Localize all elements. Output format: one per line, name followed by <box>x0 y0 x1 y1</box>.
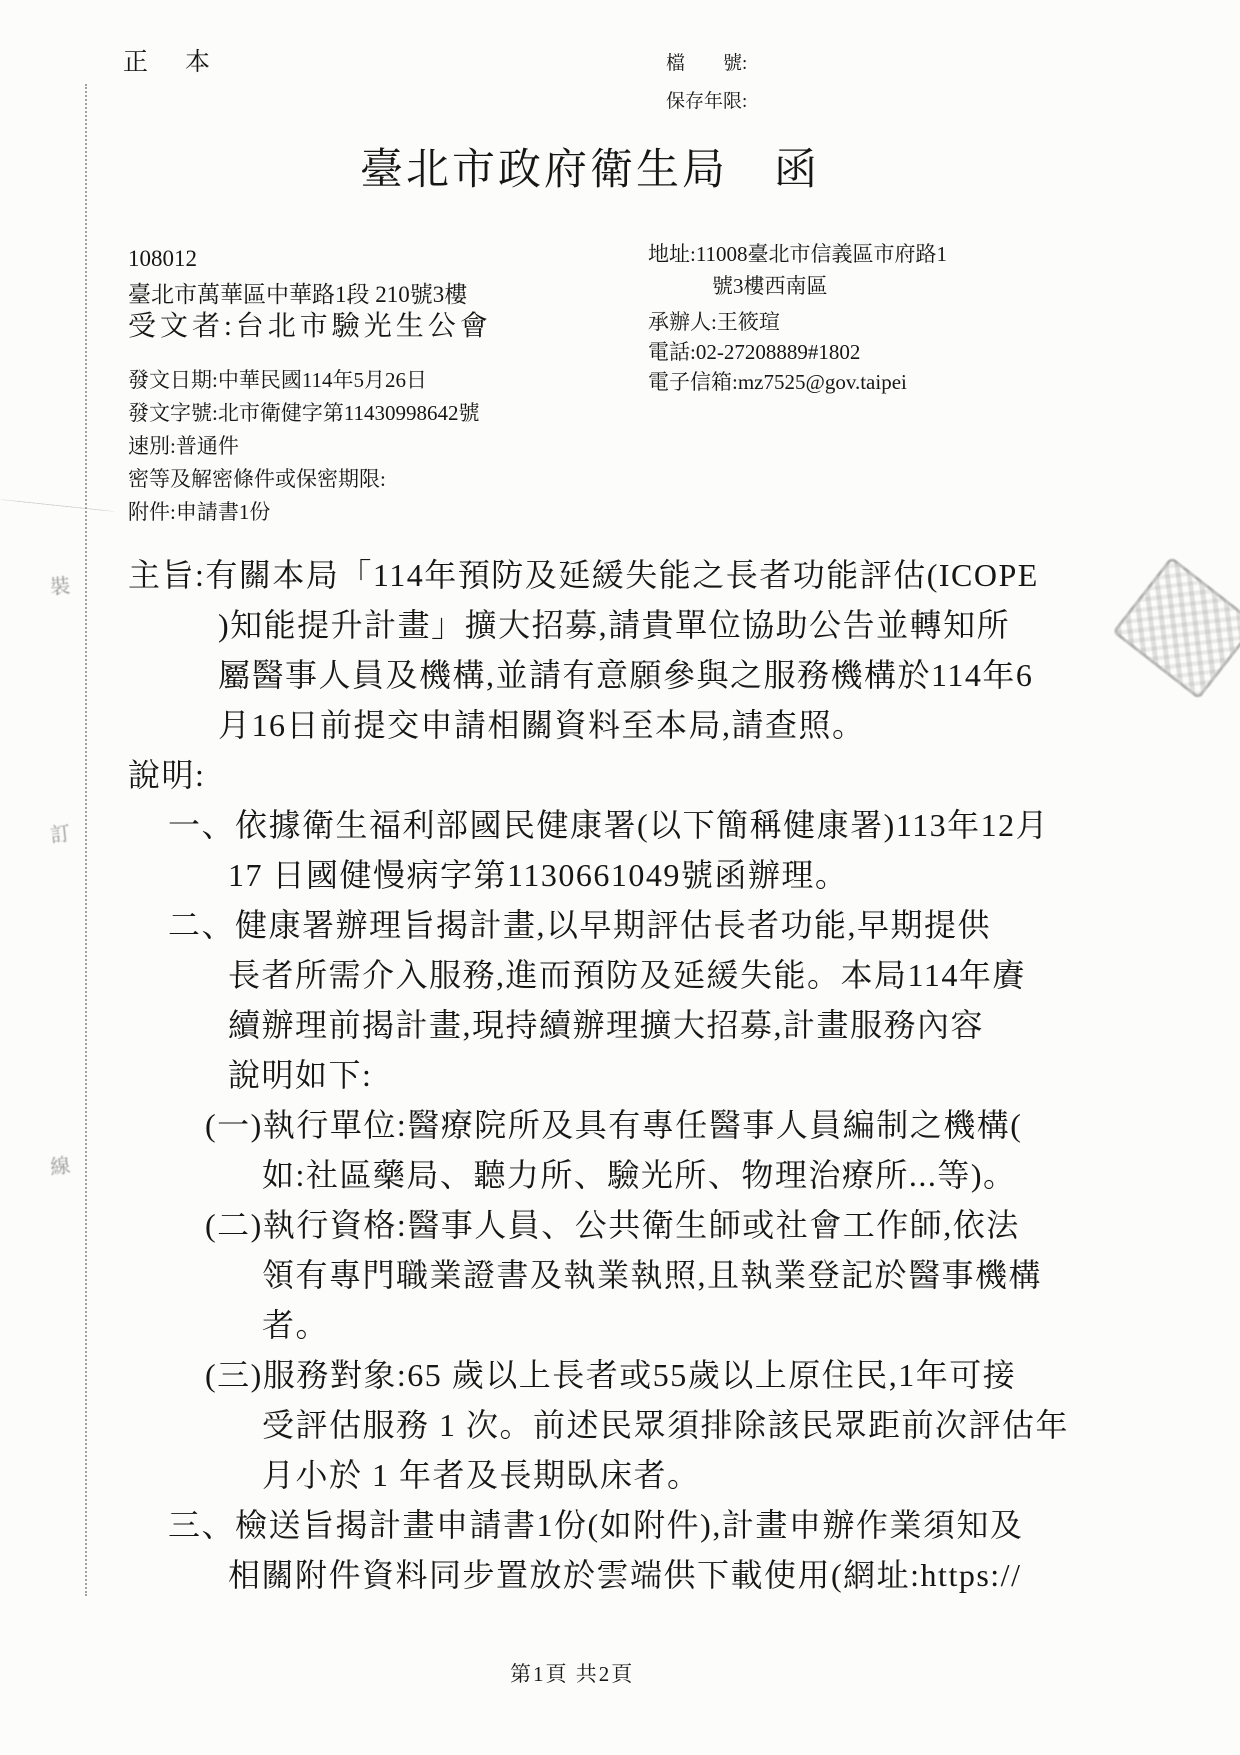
item3-line: 相關附件資料同步置放於雲端供下載使用(網址:https:// <box>228 1557 1022 1593</box>
subject-line: 屬醫事人員及機構,並請有意願參與之服務機構於114年6 <box>218 657 1034 693</box>
subject-line: 主旨:有關本局「114年預防及延緩失能之長者功能評估(ICOPE <box>128 557 1039 593</box>
item2-line: 續辦理前揭計畫,現持續辦理擴大招募,計畫服務內容 <box>228 1007 985 1043</box>
subitem3-line: 受評估服務 1 次。前述民眾須排除該民眾距前次評估年 <box>262 1407 1070 1443</box>
item1-line: 一、依據衛生福利部國民健康署(以下簡稱健康署)113年12月 <box>168 807 1050 843</box>
binding-mark-xian: 線 <box>49 1155 72 1179</box>
subitem1-line: 如:社區藥局、聽力所、驗光所、物理治療所...等)。 <box>262 1157 1017 1193</box>
subitem2-line: 領有專門職業證書及執業執照,且執業登記於醫事機構 <box>262 1257 1043 1293</box>
recipient-name-line: 受文者:台北市驗光生公會 <box>128 311 492 342</box>
item1-line: 17 日國健慢病字第1130661049號函辦理。 <box>228 857 849 893</box>
item2-line: 說明如下: <box>228 1057 373 1093</box>
copy-type-label: 正 本 <box>123 49 217 76</box>
recipient-zip-code: 108012 <box>128 246 197 271</box>
sender-address-line2: 號3樓西南區 <box>712 274 828 298</box>
letter-body <box>0 550 1240 1600</box>
item3-line: 三、檢送旨揭計畫申請書1份(如附件),計畫申辦作業須知及 <box>168 1507 1024 1543</box>
speed-class-line: 速別:普通件 <box>128 434 239 458</box>
sender-address-line1: 地址:11008臺北市信義區市府路1 <box>648 242 948 266</box>
subject-line: )知能提升計畫」擴大招募,請貴單位協助公告並轉知所 <box>218 607 1011 643</box>
item2-line: 長者所需介入服務,進而預防及延緩失能。本局114年賡 <box>228 957 1026 993</box>
file-number-label: 檔 號: <box>666 53 748 74</box>
item2-line: 二、健康署辦理旨揭計畫,以早期評估長者功能,早期提供 <box>168 907 992 943</box>
contact-person-line: 承辦人:王筱瑄 <box>648 310 780 334</box>
page-number: 第1頁 共2頁 <box>510 1662 635 1686</box>
retention-period-label: 保存年限: <box>666 91 748 112</box>
issue-date-line: 發文日期:中華民國114年5月26日 <box>128 368 428 392</box>
subject-line: 月16日前提交申請相關資料至本局,請查照。 <box>218 707 866 743</box>
explanation-heading: 說明: <box>128 757 206 793</box>
recipient-street-address: 臺北市萬華區中華路1段 210號3樓 <box>128 282 468 307</box>
document-meta-block <box>128 364 480 529</box>
issue-number-line: 發文字號:北市衛健字第11430998642號 <box>128 401 480 425</box>
binding-mark-ding: 訂 <box>49 823 72 847</box>
subitem2-line: (二)執行資格:醫事人員、公共衛生師或社會工作師,依法 <box>205 1207 1020 1243</box>
contact-email-line: 電子信箱:mz7525@gov.taipei <box>648 370 907 394</box>
subitem3-line: 月小於 1 年者及長期臥床者。 <box>262 1457 701 1493</box>
document-title: 臺北市政府衛生局 函 <box>360 147 820 194</box>
scan-crease-artifact <box>0 499 114 512</box>
attachment-line: 附件:申請書1份 <box>128 500 271 524</box>
binding-mark-zhuang: 裝 <box>49 575 72 599</box>
contact-phone-line: 電話:02-27208889#1802 <box>648 340 861 364</box>
subitem3-line: (三)服務對象:65 歲以上長者或55歲以上原住民,1年可接 <box>205 1357 1017 1393</box>
subitem1-line: (一)執行單位:醫療院所及具有專任醫事人員編制之機構( <box>205 1107 1023 1143</box>
security-class-line: 密等及解密條件或保密期限: <box>128 467 386 491</box>
subitem2-line: 者。 <box>262 1307 330 1343</box>
